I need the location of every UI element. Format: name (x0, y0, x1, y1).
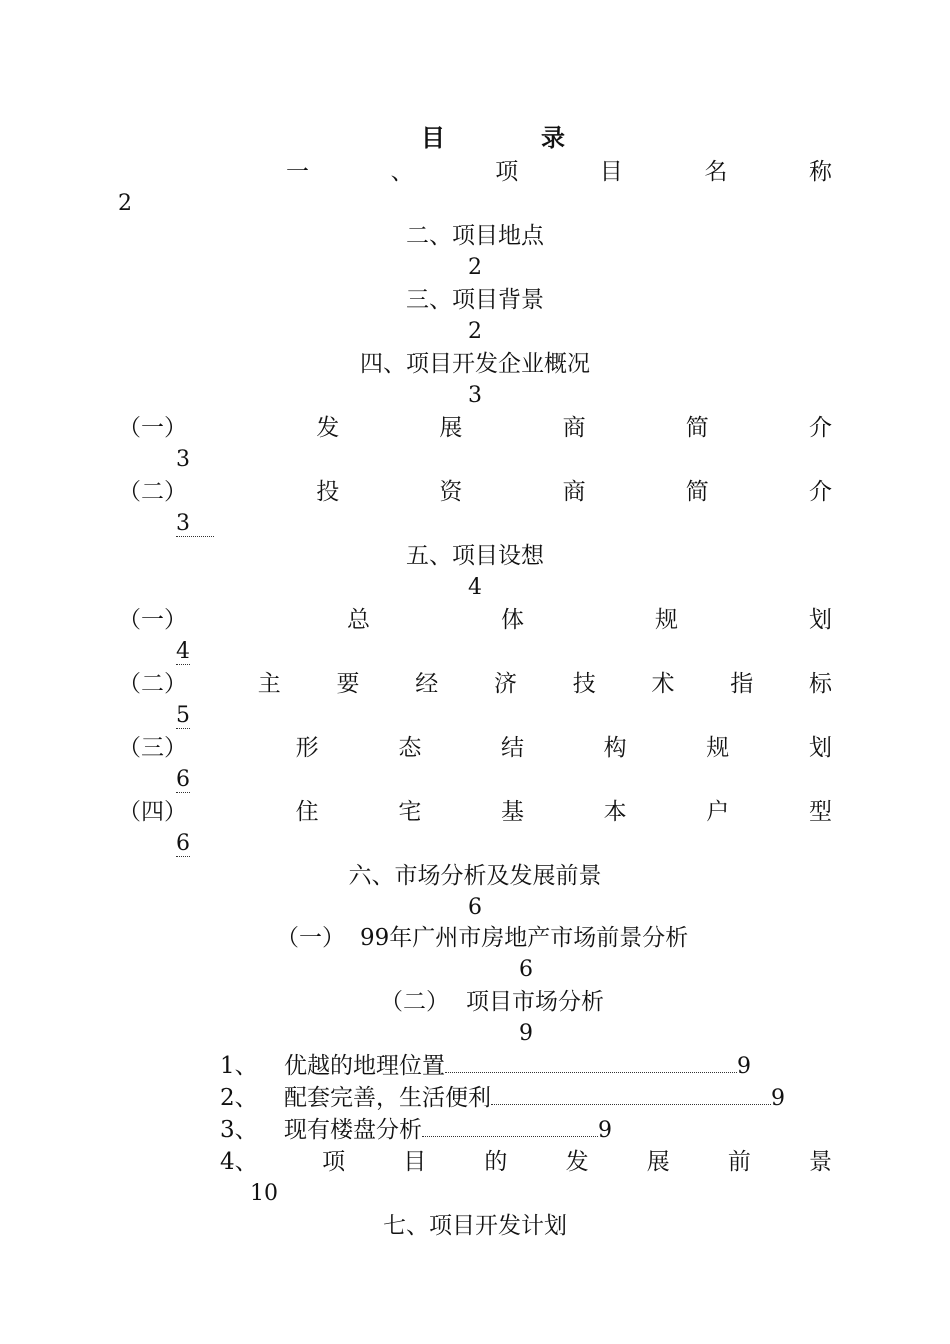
toc-entry-project-market[interactable]: （二） 项目市场分析 (380, 989, 604, 1015)
toc-page-number: 6 (176, 831, 190, 856)
toc-page-number: 6 (468, 895, 482, 920)
toc-entry-project-background[interactable]: 三、项目背景 (406, 287, 544, 313)
toc-page-number: 2 (468, 255, 482, 280)
toc-entry-project-prospects[interactable]: 4、 项 目 的 发 展 前 景 (220, 1149, 832, 1175)
toc-entry-project-location[interactable]: 二、项目地点 (406, 223, 544, 249)
toc-entry-project-name[interactable]: 一 、 项 目 名 称 (286, 159, 832, 185)
toc-entry-guangzhou-market[interactable]: （一） 99年广州市房地产市场前景分析 (276, 925, 689, 951)
toc-page-number: 10 (250, 1181, 278, 1206)
toc-entry-existing-properties[interactable]: 3、 现有楼盘分析 9 (220, 1114, 720, 1146)
toc-entry-location-advantage[interactable]: 1、 优越的地理位置 9 (220, 1050, 780, 1082)
toc-page-number: 6 (176, 767, 190, 792)
leader-dots (491, 1082, 771, 1105)
toc-entry-market-analysis[interactable]: 六、市场分析及发展前景 (348, 863, 602, 889)
toc-page-number: 2 (468, 319, 482, 344)
toc-page-number: 3 (176, 447, 190, 472)
toc-entry-form-structure[interactable]: （三） 形 态 结 构 规 划 (118, 735, 832, 761)
toc-entry-investor-intro[interactable]: （二） 投 资 商 简 介 (118, 479, 832, 505)
toc-page-number: 4 (468, 575, 482, 600)
toc-title: 目 录 (421, 123, 601, 152)
toc-entry-project-concept[interactable]: 五、项目设想 (406, 543, 544, 569)
leader-dots (445, 1050, 737, 1073)
toc-entry-developer-overview[interactable]: 四、项目开发企业概况 (360, 351, 590, 377)
toc-page-number: 3 (176, 508, 276, 540)
toc-page-number: 5 (176, 703, 190, 728)
leader-dots (422, 1114, 598, 1137)
toc-page-number: 9 (519, 1021, 533, 1046)
toc-entry-unit-types[interactable]: （四） 住 宅 基 本 户 型 (118, 799, 832, 825)
toc-page-number: 3 (468, 383, 482, 408)
toc-page-number: 2 (118, 191, 132, 216)
toc-entry-amenities[interactable]: 2、 配套完善，生活便利 9 (220, 1082, 820, 1114)
toc-entry-master-plan[interactable]: （一） 总 体 规 划 (118, 607, 832, 633)
toc-entry-development-plan[interactable]: 七、项目开发计划 (383, 1213, 567, 1239)
toc-entry-economic-indicators[interactable]: （二） 主 要 经 济 技 术 指 标 (118, 671, 832, 697)
toc-page-number: 4 (176, 639, 190, 664)
toc-entry-developer-intro[interactable]: （一） 发 展 商 简 介 (118, 415, 832, 441)
toc-page-number: 6 (519, 957, 533, 982)
